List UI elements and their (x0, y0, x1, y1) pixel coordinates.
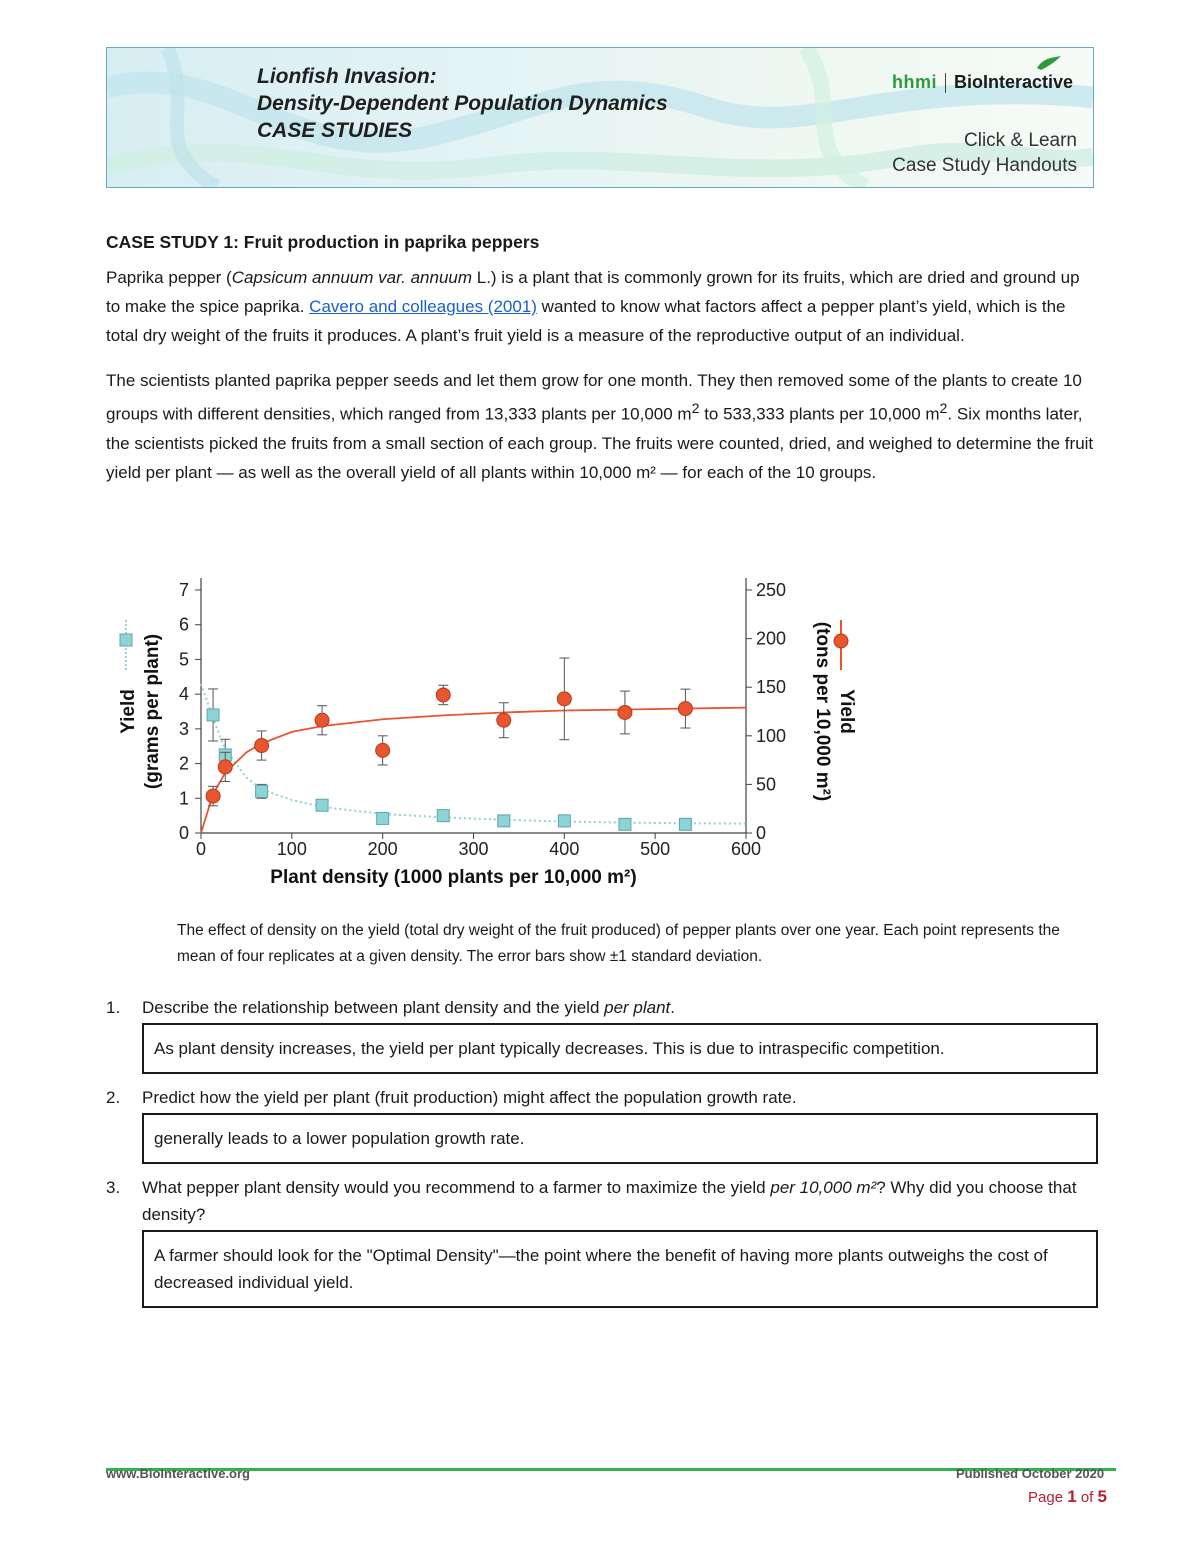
per-area-point (315, 713, 329, 727)
logo-hhmi: hhmi (891, 72, 937, 92)
y-left-tick-label: 0 (178, 823, 189, 843)
x-tick-label: 500 (640, 839, 671, 859)
per-plant-point (619, 818, 631, 830)
logo-separator (945, 73, 946, 93)
x-tick-label: 100 (276, 839, 307, 859)
y-left-tick-label: 5 (178, 649, 189, 670)
intro-text-a: Paprika pepper ( (106, 268, 232, 287)
y-right-tick-label: 50 (756, 774, 777, 795)
superscript-2: 2 (939, 401, 948, 417)
y-left-axis-title: Yield (118, 689, 139, 734)
per-plant-point (316, 799, 328, 811)
question-text-a: Predict how the yield per plant (fruit production) might affect the population growth rate. (142, 1088, 797, 1107)
y-left-tick-label: 6 (178, 614, 189, 635)
per-area-point (376, 743, 390, 757)
figure-caption: The effect of density on the yield (total dry weight of the fruit produced) of pepper plants over one year. Each point represents the mean of four replicates at a given density. The error bars show ±1 standard deviation. (177, 922, 1060, 965)
yield-density-chart (106, 560, 866, 900)
y-right-axis-subtitle: (tons per 10,000 m²) (812, 621, 833, 802)
per-plant-point (207, 709, 219, 721)
hhmi-biointeractive-logo (892, 72, 1073, 93)
methods-paragraph (106, 366, 1096, 487)
per-area-point (497, 713, 511, 727)
per-area-point (436, 688, 450, 702)
answer-box-2[interactable]: generally leads to a lower population growth rate. (142, 1113, 1098, 1164)
legend-left-marker (120, 634, 132, 646)
page-label: Page (1028, 1489, 1068, 1506)
bird-logo-icon (1035, 54, 1063, 72)
x-axis-title: Plant density (1000 plants per 10,000 m²) (270, 867, 637, 888)
handout-title (257, 63, 668, 144)
per-plant-point (558, 815, 570, 827)
case-study-label: CASE STUDY 1: (106, 232, 239, 252)
question-text-em: per 10,000 m² (770, 1178, 877, 1197)
citation-link[interactable]: Cavero and colleagues (2001) (309, 297, 537, 316)
scientific-name: Capsicum annuum var. annuum (231, 268, 473, 287)
per-plant-fit-line (201, 684, 746, 824)
resource-type-line-2: Case Study Handouts (892, 155, 1077, 176)
intro-text-b: L.) is a plant that is commonly grown for its fruits, which are dried and ground up to make the spice paprika. (106, 268, 1080, 316)
question-1 (106, 994, 1098, 1021)
page-number (1028, 1487, 1107, 1507)
methods-text-a: The scientists planted paprika pepper seeds and let them grow for one month. They then removed some of the plants to create 10 groups with different densities, which ranged from 13,333 plants per 10,000 m (106, 371, 1082, 424)
question-text-em: per plant (604, 998, 671, 1017)
question-text (142, 1084, 1098, 1111)
question-text-a: Describe the relationship between plant density and the yield (142, 998, 605, 1017)
case-study-heading (106, 228, 1096, 257)
superscript-1: 2 (691, 401, 700, 417)
footer-website[interactable]: www.BioInteractive.org (106, 1466, 250, 1481)
per-area-point (678, 702, 692, 716)
page-of: of (1076, 1489, 1098, 1506)
resource-type-line-1: Click & Learn (964, 130, 1077, 151)
title-line-2: Density-Dependent Population Dynamics (257, 92, 668, 115)
x-tick-label: 300 (458, 839, 489, 859)
legend-right-marker (834, 634, 848, 648)
answer-box-1[interactable]: As plant density increases, the yield per plant typically decreases. This is due to intraspecific competition. (142, 1023, 1098, 1074)
per-area-point (255, 739, 269, 753)
y-right-tick-label: 150 (756, 677, 787, 698)
y-left-tick-label: 2 (178, 753, 189, 774)
intro-paragraph (106, 263, 1096, 350)
answer-box-3[interactable]: A farmer should look for the "Optimal Density"—the point where the benefit of having more plants outweighs the cost of decreased individual yield. (142, 1230, 1098, 1308)
per-plant-point (437, 810, 449, 822)
per-area-point (206, 789, 220, 803)
y-left-tick-label: 7 (178, 580, 189, 600)
questions-section (106, 994, 1098, 1318)
per-plant-point (679, 818, 691, 830)
methods-text-c: . Six months later, the scientists picked the fruits from a small section of each group. The fruits were counted, dried, and weighed to determine the fruit yield per plant — as well as the overall yield of all plants within 10,000 m² — for each of the 10 groups. (106, 404, 1094, 482)
x-tick-label: 0 (195, 839, 207, 859)
y-right-tick-label: 0 (756, 823, 767, 843)
per-area-point (557, 692, 571, 706)
question-text (142, 994, 1098, 1021)
per-plant-point (256, 785, 268, 797)
y-right-axis-title: Yield (836, 689, 857, 734)
per-area-point (218, 760, 232, 774)
case-study-topic: Fruit production in paprika peppers (243, 232, 540, 252)
resource-type (892, 128, 1077, 178)
question-text (142, 1174, 1098, 1228)
per-plant-point (377, 812, 389, 824)
y-left-axis-subtitle: (grams per plant) (142, 633, 163, 790)
question-text-b: . (670, 998, 676, 1017)
y-right-tick-label: 250 (756, 580, 787, 600)
question-number: 3. (106, 1178, 121, 1197)
y-left-tick-label: 4 (178, 684, 189, 705)
x-tick-label: 400 (549, 839, 580, 859)
question-number: 2. (106, 1088, 121, 1107)
question-text-b: ? Why did you choose that density? (142, 1178, 1077, 1224)
y-right-tick-label: 100 (756, 725, 787, 746)
chart-svg (106, 560, 866, 900)
question-3 (106, 1174, 1098, 1228)
title-line-1: Lionfish Invasion: (257, 65, 437, 88)
logo-biointeractive: BioInteractive (953, 72, 1073, 92)
x-tick-label: 600 (730, 839, 762, 859)
methods-text-b: to 533,333 plants per 10,000 m (699, 404, 940, 424)
y-left-tick-label: 3 (178, 718, 189, 739)
case-study-body (106, 228, 1096, 503)
question-text-a: What pepper plant density would you recommend to a farmer to maximize the yield (142, 1178, 771, 1197)
header-banner (106, 47, 1094, 188)
per-plant-point (498, 815, 510, 827)
per-area-fit-line (201, 708, 746, 833)
y-right-tick-label: 200 (756, 628, 787, 649)
x-tick-label: 200 (367, 839, 398, 859)
page-current: 1 (1067, 1487, 1077, 1506)
title-line-3: CASE STUDIES (257, 119, 413, 142)
y-left-tick-label: 1 (178, 788, 189, 809)
question-2 (106, 1084, 1098, 1111)
intro-text-c: wanted to know what factors affect a pepper plant’s yield, which is the total dry weight of the fruits it produces. A plant’s fruit yield is a measure of the reproductive output of an individual. (106, 297, 1066, 345)
page-total: 5 (1097, 1487, 1107, 1506)
question-number: 1. (106, 998, 121, 1017)
footer-published: Published October 2020 (956, 1466, 1105, 1481)
per-area-point (618, 705, 632, 719)
